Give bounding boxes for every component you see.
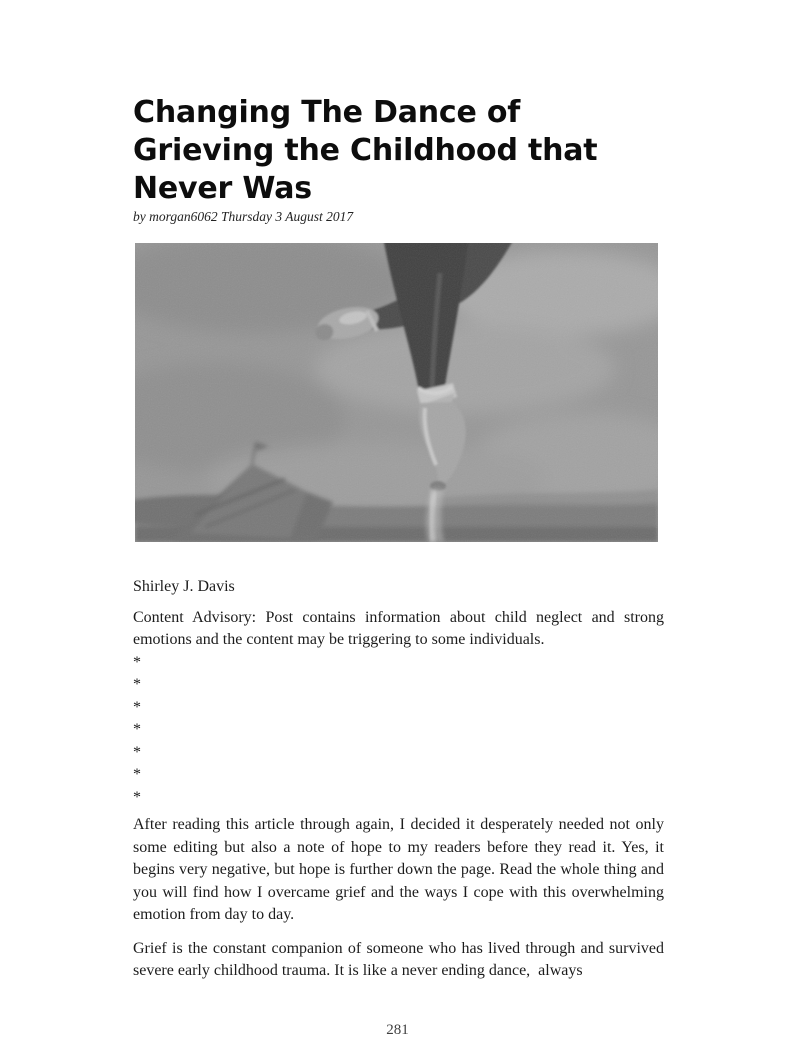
paragraph-grief: Grief is the constant companion of someone who has lived through and survived severe early childhood trauma. It is like a never ending dance, always	[133, 939, 668, 979]
asterisk-line: *	[133, 743, 141, 761]
article-byline: by morgan6062 Thursday 3 August 2017	[133, 209, 354, 224]
ballet-pointe-image	[135, 243, 658, 542]
asterisk-line: *	[133, 766, 141, 783]
article-image	[135, 243, 658, 542]
author-name: Shirley J. Davis	[133, 578, 235, 595]
asterisk-line: *	[133, 653, 141, 671]
asterisk-line: *	[133, 676, 141, 693]
content-advisory: Content Advisory: Post contains information about child neglect and strong emotions and the content may be triggering to some individuals.	[133, 608, 664, 648]
page-number: 281	[386, 1022, 409, 1038]
article-content	[133, 94, 668, 983]
paragraph-intro: After reading this article through again, I decided it desperately needed not only some editing but also a note of hope to my readers before they read it. Yes, it begins very negative, but hope is further down the page. Read the whole thing and you will find how I overcame grief and the ways I cope with this overwhelming emotion from day to day.	[133, 816, 664, 923]
article-title: Changing The Dance of Grieving the Childhood that Never Was	[133, 95, 598, 206]
asterisk-line: *	[133, 698, 141, 716]
asterisk-line: *	[133, 788, 141, 806]
separator-asterisks	[133, 652, 664, 810]
asterisk-line: *	[133, 721, 141, 738]
